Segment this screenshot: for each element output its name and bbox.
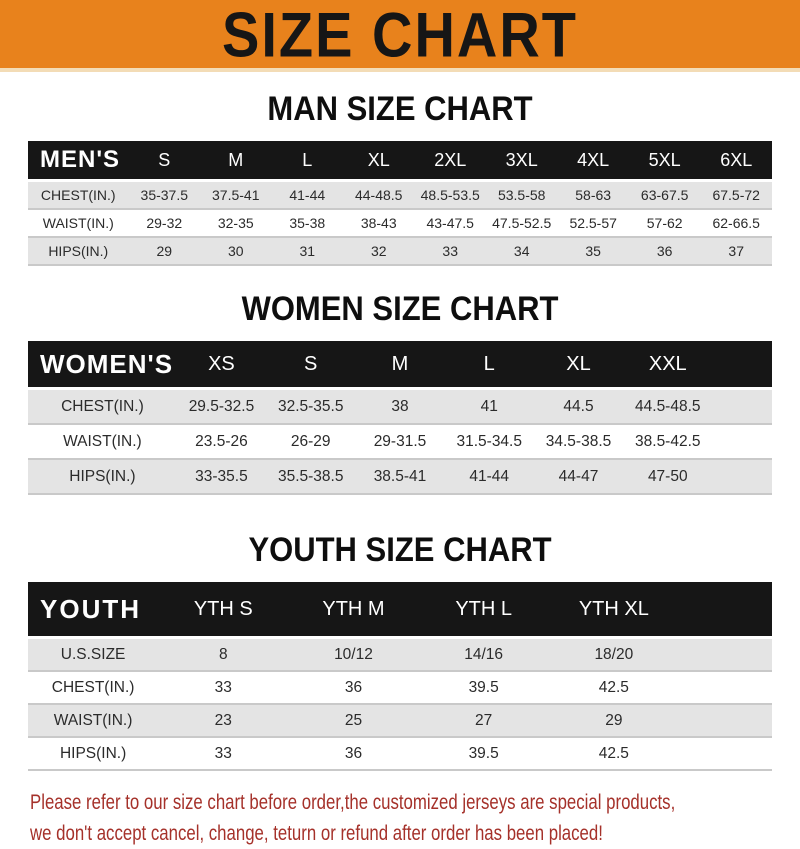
table-row (28, 459, 772, 494)
table-row (28, 737, 772, 770)
table-cell: 30 (200, 237, 271, 265)
spacer-cell (679, 638, 772, 672)
row-label: HIPS(IN.) (28, 237, 129, 265)
table-cell: 35 (557, 237, 628, 265)
column-header: 4XL (557, 141, 628, 181)
column-header: M (200, 141, 271, 181)
table-cell: 18/20 (549, 638, 679, 672)
table-cell: 48.5-53.5 (414, 181, 485, 210)
table-cell: 36 (288, 671, 418, 704)
table-cell: 33-35.5 (177, 459, 266, 494)
table-cell: 44.5 (534, 389, 623, 425)
row-label: WAIST(IN.) (28, 209, 129, 237)
table-cell: 42.5 (549, 737, 679, 770)
table-cell: 47-50 (623, 459, 712, 494)
table-cell: 44-48.5 (343, 181, 414, 210)
table-cell: 39.5 (419, 671, 549, 704)
table-cell: 32.5-35.5 (266, 389, 355, 425)
column-header: S (129, 141, 200, 181)
column-header: XS (177, 341, 266, 389)
table-cell: 33 (414, 237, 485, 265)
spacer-cell (679, 737, 772, 770)
disclaimer (30, 787, 800, 849)
section-youth (0, 529, 800, 771)
table-row (28, 638, 772, 672)
disclaimer-line-1: Please refer to our size chart before order,the customized jerseys are special products, (30, 791, 676, 814)
table-cell: 36 (629, 237, 700, 265)
table-cell: 57-62 (629, 209, 700, 237)
row-label: HIPS(IN.) (28, 459, 177, 494)
table-cell: 35-37.5 (129, 181, 200, 210)
table-cell: 35-38 (272, 209, 343, 237)
table-cell: 39.5 (419, 737, 549, 770)
table-cell: 63-67.5 (629, 181, 700, 210)
column-header: 5XL (629, 141, 700, 181)
table-cell: 38.5-41 (355, 459, 444, 494)
column-header: XL (343, 141, 414, 181)
youth-section-heading-text: YOUTH SIZE CHART (248, 529, 552, 570)
banner (0, 0, 800, 72)
column-header: L (272, 141, 343, 181)
table-row (28, 181, 772, 210)
table-cell: 41-44 (445, 459, 534, 494)
table-cell: 62-66.5 (700, 209, 772, 237)
table-cell: 43-47.5 (414, 209, 485, 237)
man-section-heading-text: MAN SIZE CHART (267, 88, 533, 129)
table-cell: 26-29 (266, 424, 355, 459)
table-cell: 8 (158, 638, 288, 672)
youth-header-row (28, 582, 772, 638)
womens-size-table (28, 341, 772, 495)
column-header: YTH S (158, 582, 288, 638)
table-row (28, 704, 772, 737)
column-header: XL (534, 341, 623, 389)
disclaimer-line-2: we don't accept cancel, change, teturn or refund after order has been placed! (30, 822, 603, 845)
column-header: M (355, 341, 444, 389)
table-cell: 41 (445, 389, 534, 425)
table-cell: 14/16 (419, 638, 549, 672)
row-label: WAIST(IN.) (28, 424, 177, 459)
spacer-cell (712, 459, 772, 494)
table-cell: 33 (158, 737, 288, 770)
table-cell: 23 (158, 704, 288, 737)
table-cell: 34 (486, 237, 557, 265)
womens-corner-label: WOMEN'S (28, 341, 177, 389)
womens-header-row (28, 341, 772, 389)
table-row (28, 237, 772, 265)
spacer-cell (679, 582, 772, 638)
column-header: S (266, 341, 355, 389)
table-cell: 31.5-34.5 (445, 424, 534, 459)
table-row (28, 424, 772, 459)
spacer-cell (679, 704, 772, 737)
section-women (0, 288, 800, 495)
mens-header-row (28, 141, 772, 181)
women-section-heading-text: WOMEN SIZE CHART (241, 288, 559, 329)
table-cell: 31 (272, 237, 343, 265)
spacer-cell (712, 389, 772, 425)
table-cell: 53.5-58 (486, 181, 557, 210)
table-cell: 32 (343, 237, 414, 265)
table-cell: 41-44 (272, 181, 343, 210)
table-cell: 27 (419, 704, 549, 737)
spacer-cell (679, 671, 772, 704)
table-cell: 23.5-26 (177, 424, 266, 459)
column-header: 3XL (486, 141, 557, 181)
column-header: YTH L (419, 582, 549, 638)
table-cell: 29 (129, 237, 200, 265)
row-label: WAIST(IN.) (28, 704, 158, 737)
table-cell: 38.5-42.5 (623, 424, 712, 459)
section-man (0, 88, 800, 266)
column-header: YTH M (288, 582, 418, 638)
row-label: CHEST(IN.) (28, 389, 177, 425)
table-cell: 67.5-72 (700, 181, 772, 210)
table-cell: 10/12 (288, 638, 418, 672)
youth-section-heading (0, 529, 800, 570)
table-cell: 38 (355, 389, 444, 425)
table-row (28, 671, 772, 704)
column-header: L (445, 341, 534, 389)
table-cell: 35.5-38.5 (266, 459, 355, 494)
table-cell: 38-43 (343, 209, 414, 237)
table-cell: 25 (288, 704, 418, 737)
table-cell: 33 (158, 671, 288, 704)
table-cell: 29-32 (129, 209, 200, 237)
row-label: CHEST(IN.) (28, 671, 158, 704)
table-cell: 29 (549, 704, 679, 737)
page-title: SIZE CHART (222, 0, 578, 70)
column-header: 6XL (700, 141, 772, 181)
table-cell: 52.5-57 (557, 209, 628, 237)
table-cell: 37 (700, 237, 772, 265)
women-section-heading (0, 288, 800, 329)
row-label: U.S.SIZE (28, 638, 158, 672)
mens-size-table (28, 141, 772, 266)
column-header: 2XL (414, 141, 485, 181)
table-cell: 44-47 (534, 459, 623, 494)
table-cell: 37.5-41 (200, 181, 271, 210)
table-cell: 44.5-48.5 (623, 389, 712, 425)
table-cell: 58-63 (557, 181, 628, 210)
table-cell: 42.5 (549, 671, 679, 704)
table-cell: 29.5-32.5 (177, 389, 266, 425)
mens-corner-label: MEN'S (28, 141, 129, 181)
spacer-cell (712, 424, 772, 459)
spacer-cell (712, 341, 772, 389)
youth-size-table (28, 582, 772, 771)
table-row (28, 209, 772, 237)
table-cell: 36 (288, 737, 418, 770)
table-cell: 34.5-38.5 (534, 424, 623, 459)
column-header: XXL (623, 341, 712, 389)
table-cell: 47.5-52.5 (486, 209, 557, 237)
table-cell: 32-35 (200, 209, 271, 237)
column-header: YTH XL (549, 582, 679, 638)
row-label: HIPS(IN.) (28, 737, 158, 770)
man-section-heading (0, 88, 800, 129)
youth-corner-label: YOUTH (28, 582, 158, 638)
row-label: CHEST(IN.) (28, 181, 129, 210)
table-cell: 29-31.5 (355, 424, 444, 459)
table-row (28, 389, 772, 425)
